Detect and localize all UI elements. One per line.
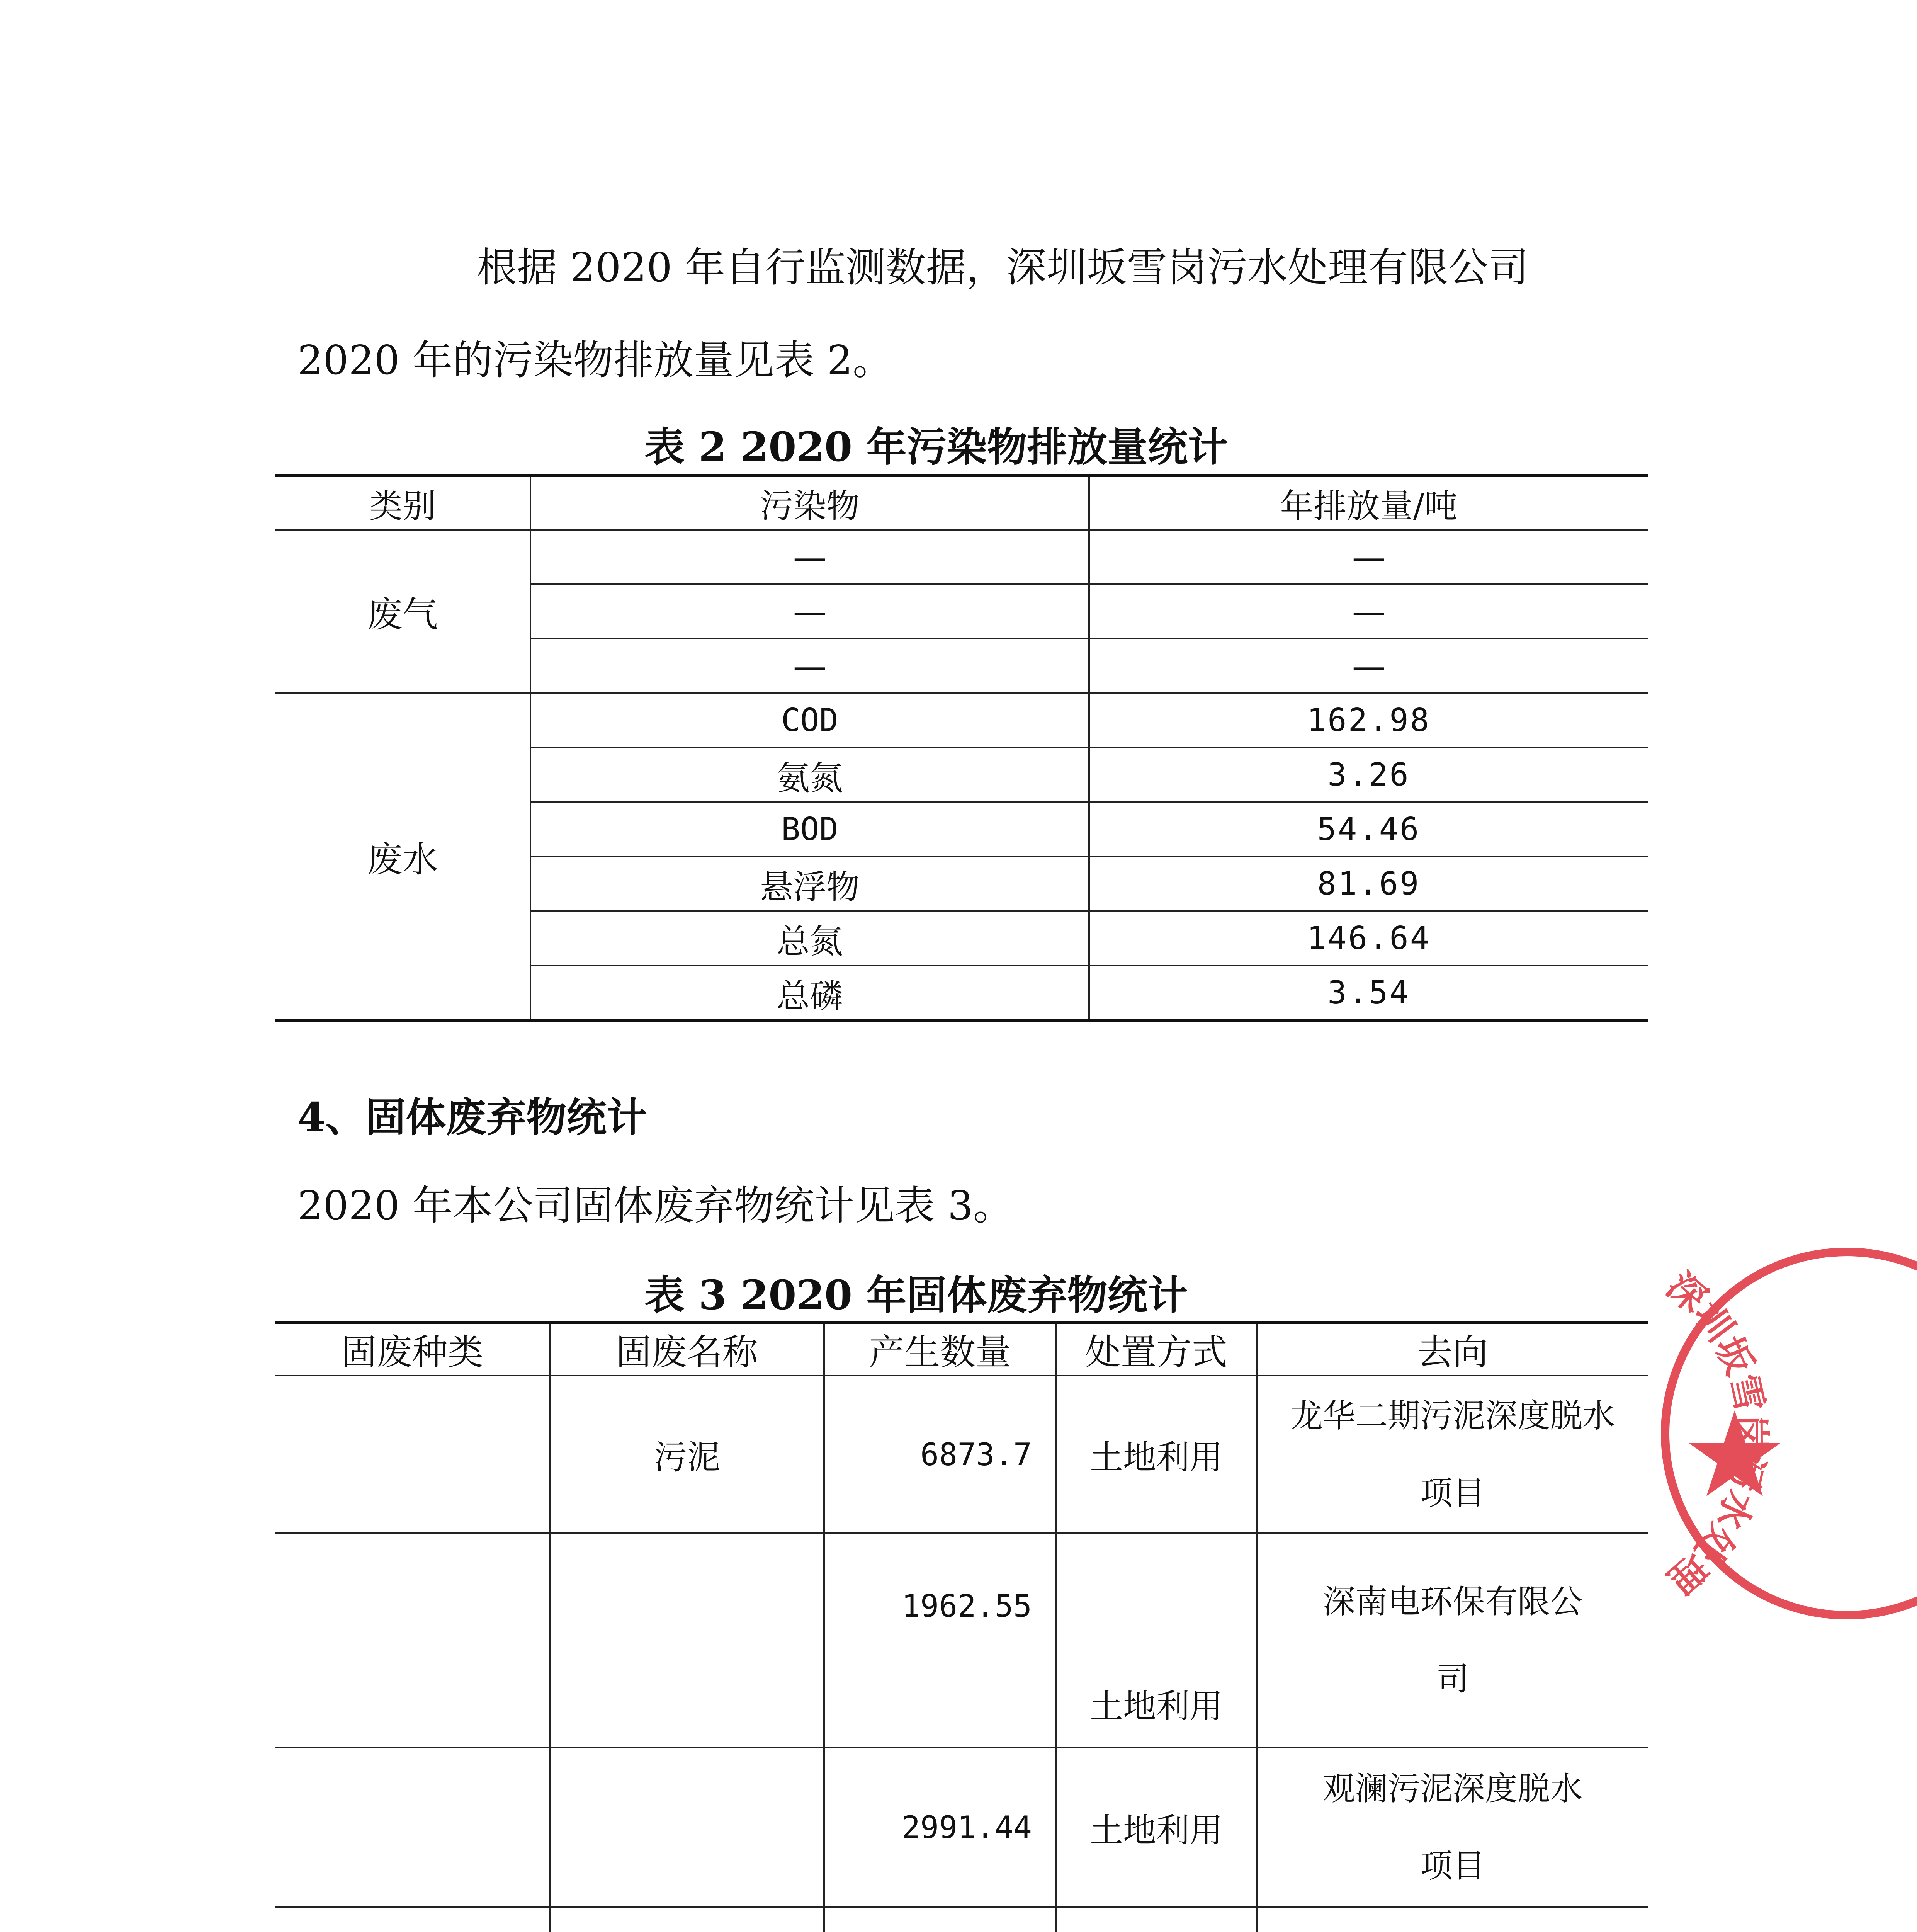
empty-cell <box>824 1907 1056 1932</box>
table-row <box>275 530 1648 584</box>
disposal-method-cell: 土地利用 <box>1056 1376 1257 1533</box>
seal-ring <box>1665 1252 1917 1615</box>
table-row <box>275 1376 1648 1533</box>
waste-name-cell: 污泥 <box>550 1376 824 1533</box>
table2-caption: 表 2 2020 年污染物排放量统计 <box>644 423 1228 471</box>
destination-line: 观澜污泥深度脱水 <box>1322 1770 1582 1808</box>
pollutant-cell: — <box>530 584 1089 639</box>
destination-line: 项目 <box>1420 1847 1485 1885</box>
empty-cell <box>1257 1907 1648 1932</box>
waste-type-cell <box>275 1747 550 1907</box>
amount-cell: 146.64 <box>1089 911 1648 966</box>
amount-cell: — <box>1089 639 1648 693</box>
amount-cell: 81.69 <box>1089 857 1648 911</box>
destination-line: 龙华二期污泥深度脱水 <box>1290 1397 1615 1435</box>
pollutant-cell: COD <box>530 693 1089 748</box>
pollutant-cell: — <box>530 530 1089 584</box>
company-seal <box>1600 1148 1917 1638</box>
intro-line-1: 根据 2020 年自行监测数据，深圳坂雪岗污水处理有限公司 <box>477 244 1529 291</box>
pollutant-cell: BOD <box>530 802 1089 857</box>
quantity-cell: 6873.7 <box>824 1376 1056 1533</box>
destination-cell <box>1257 1533 1648 1747</box>
empty-cell <box>1056 1907 1257 1932</box>
table-row <box>275 1907 1648 1932</box>
amount-cell: — <box>1089 530 1648 584</box>
waste-type-cell <box>275 1533 550 1747</box>
table3-caption: 表 3 2020 年固体废弃物统计 <box>644 1271 1188 1319</box>
emission-table <box>275 474 1648 1022</box>
col-header-disposal-method: 处置方式 <box>1056 1323 1257 1376</box>
col-header-pollutant: 污染物 <box>530 476 1089 530</box>
col-header-quantity: 产生数量 <box>824 1323 1056 1376</box>
disposal-method-cell: 土地利用 <box>1056 1533 1257 1747</box>
destination-cell <box>1257 1747 1648 1907</box>
section-4-heading: 4、固体废弃物统计 <box>297 1094 647 1141</box>
col-header-waste-type: 固废种类 <box>275 1323 550 1376</box>
amount-cell: 162.98 <box>1089 693 1648 748</box>
amount-cell: 54.46 <box>1089 802 1648 857</box>
col-header-destination: 去向 <box>1257 1323 1648 1376</box>
destination-line: 司 <box>1436 1660 1469 1698</box>
pollutant-cell: 总氮 <box>530 911 1089 966</box>
section-4-text: 2020 年本公司固体废弃物统计见表 3。 <box>297 1182 1013 1229</box>
table-header-row <box>275 476 1648 530</box>
pollutant-cell: — <box>530 639 1089 693</box>
amount-cell: 3.26 <box>1089 748 1648 802</box>
seal-text: 深圳坂雪岗污水处理有限公司 <box>1600 1148 1773 1602</box>
quantity-cell: 2991.44 <box>824 1747 1056 1907</box>
waste-type-cell <box>275 1376 550 1533</box>
solid-waste-table <box>275 1321 1648 1932</box>
table-row <box>275 1747 1648 1907</box>
amount-cell: 3.54 <box>1089 966 1648 1020</box>
waste-name-cell <box>550 1533 824 1747</box>
col-header-category: 类别 <box>275 476 530 530</box>
pollutant-cell: 氨氮 <box>530 748 1089 802</box>
category-cell: 废气 <box>275 530 530 693</box>
pollutant-cell: 总磷 <box>530 966 1089 1020</box>
quantity-cell: 1962.55 <box>824 1533 1056 1747</box>
waste-name-cell <box>550 1747 824 1907</box>
destination-line: 项目 <box>1420 1474 1485 1512</box>
table-row <box>275 1533 1648 1747</box>
disposal-method-cell: 土地利用 <box>1056 1747 1257 1907</box>
table-row <box>275 693 1648 748</box>
table-header-row <box>275 1323 1648 1376</box>
amount-cell: — <box>1089 584 1648 639</box>
category-cell: 废水 <box>275 693 530 1020</box>
intro-line-2: 2020 年的污染物排放量见表 2。 <box>297 337 893 384</box>
destination-cell <box>1257 1376 1648 1533</box>
col-header-annual-amount: 年排放量/吨 <box>1089 476 1648 530</box>
col-header-waste-name: 固废名称 <box>550 1323 824 1376</box>
pollutant-cell: 悬浮物 <box>530 857 1089 911</box>
empty-cell <box>550 1907 824 1932</box>
destination-line: 深南电环保有限公 <box>1322 1583 1582 1621</box>
empty-cell <box>275 1907 550 1932</box>
